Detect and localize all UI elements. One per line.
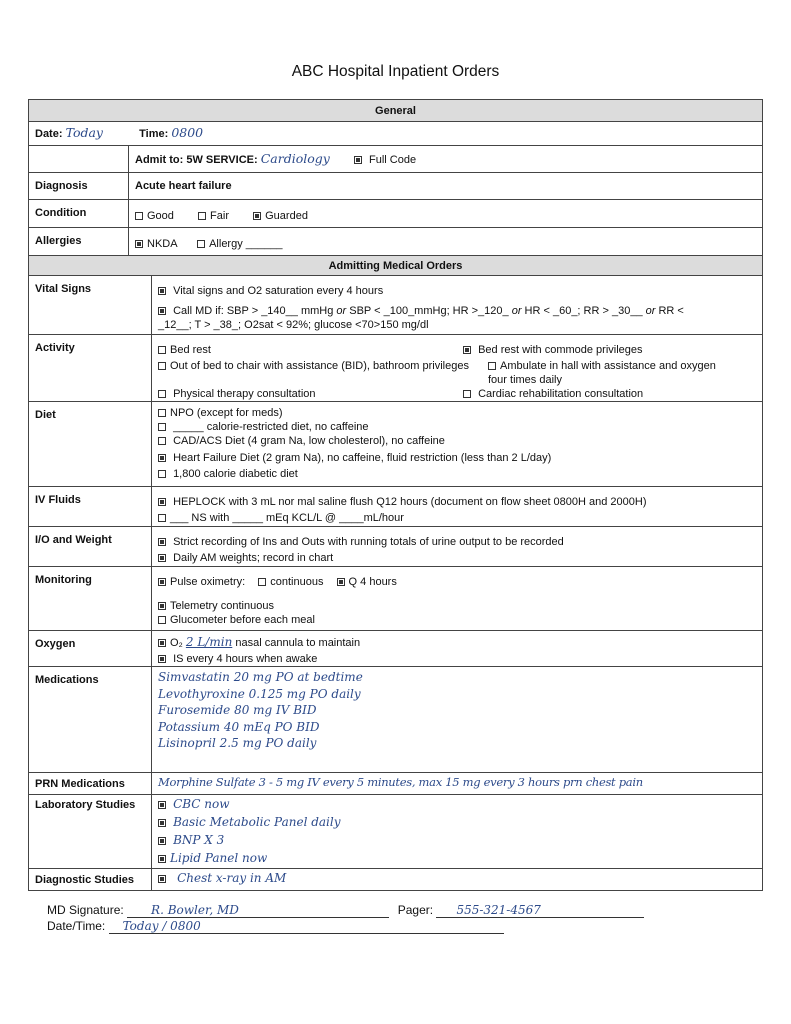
- bed-rest-commode-checkbox[interactable]: [463, 346, 471, 354]
- monitoring-label: Monitoring: [29, 567, 152, 631]
- call-md-text-5: _12__; T > _38_; O2sat < 92%; glucose <70>150 mg/dl: [158, 319, 429, 331]
- condition-row: [29, 200, 763, 228]
- vitals-text: Vital signs and O2 saturation every 4 hours: [173, 285, 384, 297]
- call-md-checkbox[interactable]: [158, 307, 166, 315]
- iv-label: IV Fluids: [29, 487, 152, 527]
- diagnosis-label: Diagnosis: [29, 173, 129, 200]
- medication-1[interactable]: Simvastatin 20 mg PO at bedtime: [158, 670, 363, 684]
- lab-2[interactable]: Basic Metabolic Panel daily: [173, 815, 341, 829]
- signature-value[interactable]: R. Bowler, MD: [151, 903, 239, 917]
- nkda-checkbox[interactable]: [135, 240, 143, 248]
- condition-fair-label: Fair: [210, 210, 229, 222]
- iv-row: [29, 487, 763, 527]
- diabetic-diet-checkbox[interactable]: [158, 470, 166, 478]
- allergies-row: [29, 228, 763, 256]
- monitoring-row: [29, 567, 763, 631]
- labs-row: [29, 795, 763, 869]
- allergy-checkbox[interactable]: [197, 240, 205, 248]
- strict-io-checkbox[interactable]: [158, 538, 166, 546]
- npo-label: NPO (except for meds): [170, 407, 283, 419]
- daily-weights-label: Daily AM weights; record in chart: [173, 552, 334, 564]
- time-value[interactable]: 0800: [171, 125, 204, 140]
- diagnosis-value: Acute heart failure: [129, 173, 763, 200]
- page-title: ABC Hospital Inpatient Orders: [291, 63, 500, 80]
- lab-1-checkbox[interactable]: [158, 801, 166, 809]
- o2-checkbox[interactable]: [158, 639, 166, 647]
- telemetry-label: Telemetry continuous: [170, 600, 274, 612]
- allergy-label: Allergy ______: [209, 238, 283, 250]
- diagnosis-row: [29, 173, 763, 200]
- condition-guarded-checkbox[interactable]: [253, 212, 261, 220]
- lab-4-checkbox[interactable]: [158, 855, 166, 863]
- call-md-text-1: Call MD if: SBP > _140__ mmHg: [173, 305, 337, 317]
- pager-value[interactable]: 555-321-4567: [456, 903, 541, 917]
- oxygen-row: [29, 631, 763, 667]
- call-md-or-1: or: [336, 305, 347, 317]
- is-label: IS every 4 hours when awake: [173, 653, 318, 665]
- calorie-diet-label: _____ calorie-restricted diet, no caffeine: [173, 421, 369, 433]
- call-md-text-2: SBP < _100_mmHg; HR >_120_: [346, 305, 512, 317]
- allergies-label: Allergies: [29, 228, 129, 256]
- diet-row: [29, 402, 763, 487]
- cad-diet-checkbox[interactable]: [158, 437, 166, 445]
- datetime-value[interactable]: Today / 0800: [122, 919, 201, 933]
- diet-label: Diet: [29, 402, 152, 487]
- o2-label: O₂: [170, 637, 183, 649]
- diagnostic-checkbox[interactable]: [158, 875, 166, 883]
- io-label: I/O and Weight: [29, 527, 152, 567]
- daily-weights-checkbox[interactable]: [158, 554, 166, 562]
- condition-good-checkbox[interactable]: [135, 212, 143, 220]
- date-label: Date:: [35, 128, 63, 140]
- condition-fair-checkbox[interactable]: [198, 212, 206, 220]
- condition-guarded-label: Guarded: [265, 210, 308, 222]
- continuous-checkbox[interactable]: [258, 578, 266, 586]
- full-code-checkbox[interactable]: [354, 156, 362, 164]
- bed-rest-checkbox[interactable]: [158, 346, 166, 354]
- is-checkbox[interactable]: [158, 655, 166, 663]
- medications-row: [29, 667, 763, 773]
- out-of-bed-label: Out of bed to chair with assistance (BID), bathroom privileges: [170, 360, 469, 372]
- condition-label: Condition: [29, 200, 129, 228]
- section-header-general: General: [29, 100, 763, 122]
- general-header-row: [29, 100, 763, 122]
- ns-checkbox[interactable]: [158, 514, 166, 522]
- medications-label: Medications: [29, 667, 152, 773]
- oxygen-label: Oxygen: [29, 631, 152, 667]
- telemetry-checkbox[interactable]: [158, 602, 166, 610]
- continuous-label: continuous: [270, 576, 324, 588]
- activity-label: Activity: [29, 335, 152, 402]
- admit-row: [29, 146, 763, 173]
- ambulate-checkbox[interactable]: [488, 362, 496, 370]
- activity-row: [29, 335, 763, 402]
- o2-rate-value[interactable]: 2 L/min: [185, 635, 233, 649]
- glucometer-label: Glucometer before each meal: [170, 614, 315, 626]
- admitting-header-row: [29, 256, 763, 276]
- signature-label: MD Signature:: [47, 903, 124, 917]
- cardiac-rehab-checkbox[interactable]: [463, 390, 471, 398]
- ns-label: ___ NS with _____ mEq KCL/L @ ____mL/hour: [170, 512, 404, 524]
- calorie-diet-checkbox[interactable]: [158, 423, 166, 431]
- pt-consult-label: Physical therapy consultation: [173, 388, 316, 400]
- heplock-checkbox[interactable]: [158, 498, 166, 506]
- vitals-checkbox[interactable]: [158, 287, 166, 295]
- medication-3[interactable]: Furosemide 80 mg IV BID: [158, 703, 317, 717]
- o2-text: nasal cannula to maintain: [235, 637, 361, 649]
- diagnostic-value[interactable]: Chest x-ray in AM: [177, 871, 287, 885]
- q4-label: Q 4 hours: [348, 576, 397, 588]
- lab-2-checkbox[interactable]: [158, 819, 166, 827]
- medication-2[interactable]: Levothyroxine 0.125 mg PO daily: [158, 686, 361, 701]
- diagnostic-row: [29, 869, 763, 891]
- vital-signs-label: Vital Signs: [29, 276, 152, 335]
- medication-5[interactable]: Lisinopril 2.5 mg PO daily: [158, 736, 317, 750]
- pulse-ox-label: Pulse oximetry:: [170, 576, 246, 588]
- q4-checkbox[interactable]: [337, 578, 345, 586]
- date-value[interactable]: Today: [65, 125, 103, 140]
- prn-row: [29, 773, 763, 795]
- call-md-text-4: RR <: [655, 305, 684, 317]
- labs-label: Laboratory Studies: [29, 795, 152, 869]
- call-md-or-3: or: [645, 305, 656, 317]
- medication-4[interactable]: Potassium 40 mEq PO BID: [158, 719, 320, 734]
- call-md-text-3: HR < _60_; RR > _30__: [521, 305, 646, 317]
- full-code-label: Full Code: [369, 153, 417, 166]
- ambulate-label: Ambulate in hall with assistance and oxygen four times daily: [488, 360, 716, 386]
- lab-3[interactable]: BNP X 3: [173, 833, 225, 847]
- admit-label: Admit to: 5W SERVICE:: [135, 153, 258, 166]
- bed-rest-label: Bed rest: [170, 344, 211, 356]
- condition-good-label: Good: [147, 210, 174, 222]
- bed-rest-commode-label: Bed rest with commode privileges: [478, 344, 643, 356]
- pt-consult-checkbox[interactable]: [158, 390, 166, 398]
- datetime-line: [47, 919, 504, 934]
- hf-diet-checkbox[interactable]: [158, 454, 166, 462]
- heplock-label: HEPLOCK with 3 mL nor mal saline flush Q12 hours (document on flow sheet 0800H and 2000H): [173, 496, 647, 508]
- cardiac-rehab-label: Cardiac rehabilitation consultation: [478, 388, 644, 400]
- lab-3-checkbox[interactable]: [158, 837, 166, 845]
- lab-4[interactable]: Lipid Panel now: [170, 851, 268, 865]
- lab-1[interactable]: CBC now: [173, 797, 230, 811]
- io-row: [29, 527, 763, 567]
- time-label: Time:: [139, 128, 169, 140]
- date-time-row: [29, 122, 763, 146]
- cad-diet-label: CAD/ACS Diet (4 gram Na, low cholesterol), no caffeine: [173, 435, 445, 447]
- out-of-bed-checkbox[interactable]: [158, 362, 166, 370]
- diabetic-diet-label: 1,800 calorie diabetic diet: [173, 468, 298, 480]
- vital-signs-row: [29, 276, 763, 335]
- strict-io-label: Strict recording of Ins and Outs with running totals of urine output to be recorded: [173, 536, 564, 548]
- prn-value[interactable]: Morphine Sulfate 3 - 5 mg IV every 5 minutes, max 15 mg every 3 hours prn chest pain: [158, 775, 643, 789]
- pulse-ox-checkbox[interactable]: [158, 578, 166, 586]
- orders-table: [28, 99, 763, 891]
- hf-diet-label: Heart Failure Diet (2 gram Na), no caffeine, fluid restriction (less than 2 L/day): [173, 452, 552, 464]
- pager-label: Pager:: [397, 903, 434, 917]
- call-md-or-2: or: [511, 305, 522, 317]
- service-value[interactable]: Cardiology: [260, 150, 330, 166]
- diagnostic-label: Diagnostic Studies: [29, 869, 152, 891]
- datetime-label: Date/Time:: [47, 919, 106, 933]
- glucometer-checkbox[interactable]: [158, 616, 166, 624]
- prn-label: PRN Medications: [29, 773, 152, 795]
- section-header-admitting: Admitting Medical Orders: [29, 256, 763, 276]
- signature-line: [47, 903, 644, 918]
- npo-checkbox[interactable]: [158, 409, 166, 417]
- nkda-label: NKDA: [147, 238, 177, 250]
